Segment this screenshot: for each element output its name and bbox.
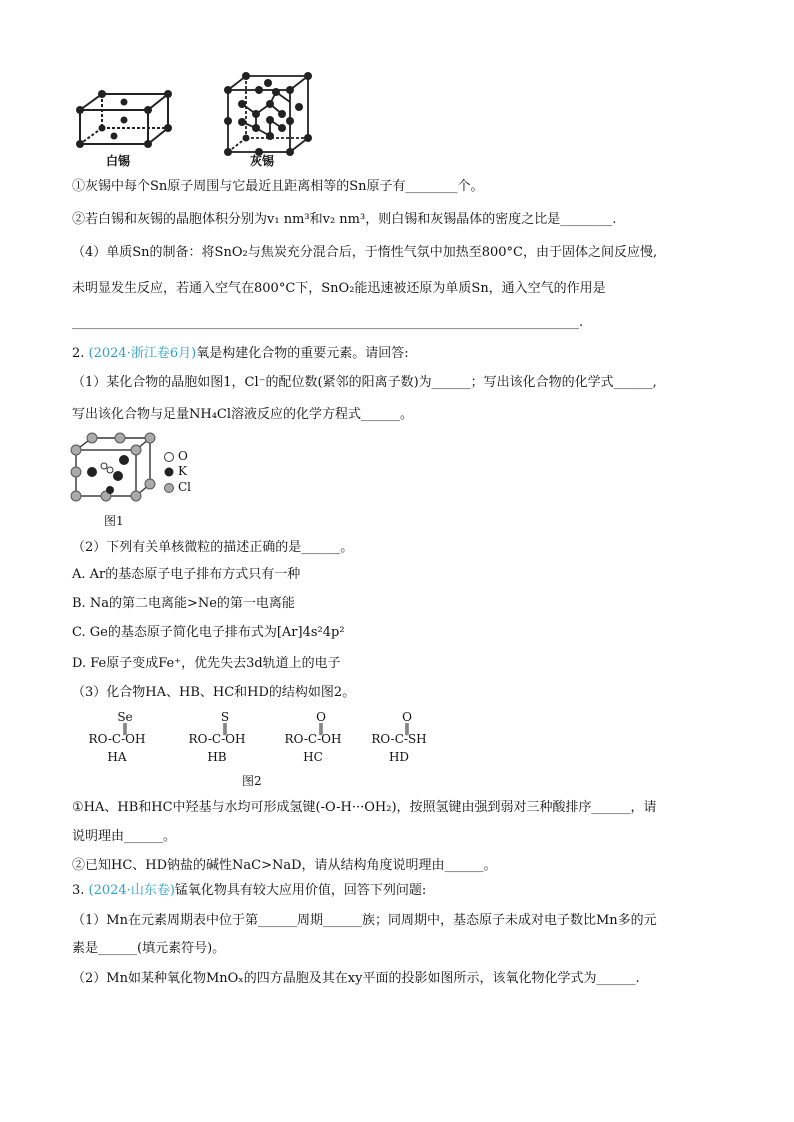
hc-formula: RO-C-OH	[284, 732, 342, 746]
q3-part1-line1: （1）Mn在元素周期表中位于第______周期______族；同周期中，基态原子未成对电子数比Mn多的元	[72, 913, 657, 928]
chlorine-marker-icon	[165, 484, 174, 493]
q2-part3: （3）化合物HA、HB、HC和HD的结构如图2。	[72, 685, 356, 700]
hd-name: HD	[388, 750, 410, 764]
hb-formula: RO-C-OH	[188, 732, 246, 746]
figure-1-legend-markers	[162, 450, 176, 500]
q2-option-a: A. Ar的基态原子电子排布方式只有一种	[72, 567, 301, 582]
ha-top-atom: Se	[117, 710, 133, 724]
q1-line1: ①灰锡中每个Sn原子周围与它最近且距离相等的Sn原子有________个。	[72, 179, 484, 194]
ha-double-bond: ‖	[122, 721, 128, 735]
q3-header	[72, 882, 426, 900]
q3-part2: （2）Mn如某种氧化物MnOₓ的四方晶胞及其在xy平面的投影如图所示，该氧化物化学式为______.	[72, 971, 640, 986]
structure-hd	[354, 710, 444, 764]
hb-double-bond: ‖	[222, 721, 228, 735]
q2-source: (2024·浙江卷6月)	[88, 346, 197, 361]
hc-name: HC	[303, 750, 323, 764]
structure-hb	[172, 710, 262, 764]
hd-top-atom: O	[402, 710, 412, 724]
q2-part3-q1-line2: 说明理由______。	[72, 829, 177, 844]
hb-top-atom: S	[220, 710, 230, 724]
structure-ha	[72, 710, 162, 764]
hd-double-bond: ‖	[404, 721, 410, 735]
q3-intro: 锰氧化物具有较大应用价值，回答下列问题:	[174, 883, 427, 898]
ha-name: HA	[107, 750, 127, 764]
legend-label-cl: Cl	[178, 480, 192, 494]
q2-option-d: D. Fe原子变成Fe⁺，优先失去3d轨道上的电子	[72, 656, 341, 671]
q1-line4: 未明显发生反应，若通入空气在800°C下，SnO₂能迅速被还原为单质Sn，通入空气的作用是	[72, 281, 606, 296]
q1-line2: ②若白锡和灰锡的晶胞体积分别为v₁ nm³和v₂ nm³，则白锡和灰锡晶体的密度之比是________.	[72, 212, 617, 227]
kclo-crystal-cell-diagram	[70, 432, 160, 504]
q2-part3-q2: ②已知HC、HD钠盐的碱性NaC>NaD，请从结构角度说明理由______。	[72, 858, 497, 873]
white-tin-label: 白锡	[106, 154, 131, 168]
figure-2-caption: 图2	[242, 774, 262, 788]
ha-formula: RO-C-OH	[88, 732, 146, 746]
figure-2	[72, 710, 452, 790]
q1-line5: ______________________________________________________________________________.	[72, 315, 584, 330]
q2-part1-line1: （1）某化合物的晶胞如图1，Cl⁻的配位数(紧邻的阳离子数)为______；写出该化合物的化学式______,	[72, 375, 657, 390]
q2-header	[72, 345, 409, 363]
q2-part2: （2）下列有关单核微粒的描述正确的是______。	[72, 540, 354, 555]
q2-option-b: B. Na的第二电离能>Ne的第一电离能	[72, 596, 295, 611]
oxygen-marker-icon	[165, 453, 174, 462]
q3-source: (2024·山东卷)	[88, 883, 175, 898]
q3-part1-line2: 素是______(填元素符号)。	[72, 941, 226, 956]
q2-number: 2.	[72, 346, 85, 361]
hc-top-atom: O	[316, 710, 326, 724]
q3-number: 3.	[72, 883, 85, 898]
legend-label-o: O	[178, 449, 188, 463]
q1-line3: （4）单质Sn的制备：将SnO₂与焦炭充分混合后，于惰性气氛中加热至800°C，由于固体之间反应慢,	[72, 245, 658, 260]
q2-option-c: C. Ge的基态原子简化电子排布式为[Ar]4s²4p²	[72, 625, 345, 640]
hc-double-bond: ‖	[318, 721, 324, 735]
potassium-marker-icon	[165, 468, 174, 477]
q2-part1-line2: 写出该化合物与足量NH₄Cl溶液反应的化学方程式______。	[72, 407, 414, 422]
gray-tin-cell-diagram	[220, 70, 320, 160]
white-tin-cell-diagram	[70, 80, 180, 160]
q2-part3-q1-line1: ①HA、HB和HC中羟基与水均可形成氢键(-O-H···OH₂)，按照氢键由强到弱对三种酸排序______，请	[72, 800, 657, 815]
hd-formula: RO-C-SH	[371, 732, 427, 746]
hb-name: HB	[207, 750, 227, 764]
tin-crystal-figures	[70, 70, 310, 170]
legend-label-k: K	[178, 464, 187, 478]
q2-intro: 氧是构建化合物的重要元素。请回答:	[196, 346, 409, 361]
figure-1	[70, 432, 210, 532]
figure-1-caption: 图1	[104, 514, 124, 528]
structure-hc	[268, 710, 358, 764]
gray-tin-label: 灰锡	[250, 154, 275, 168]
